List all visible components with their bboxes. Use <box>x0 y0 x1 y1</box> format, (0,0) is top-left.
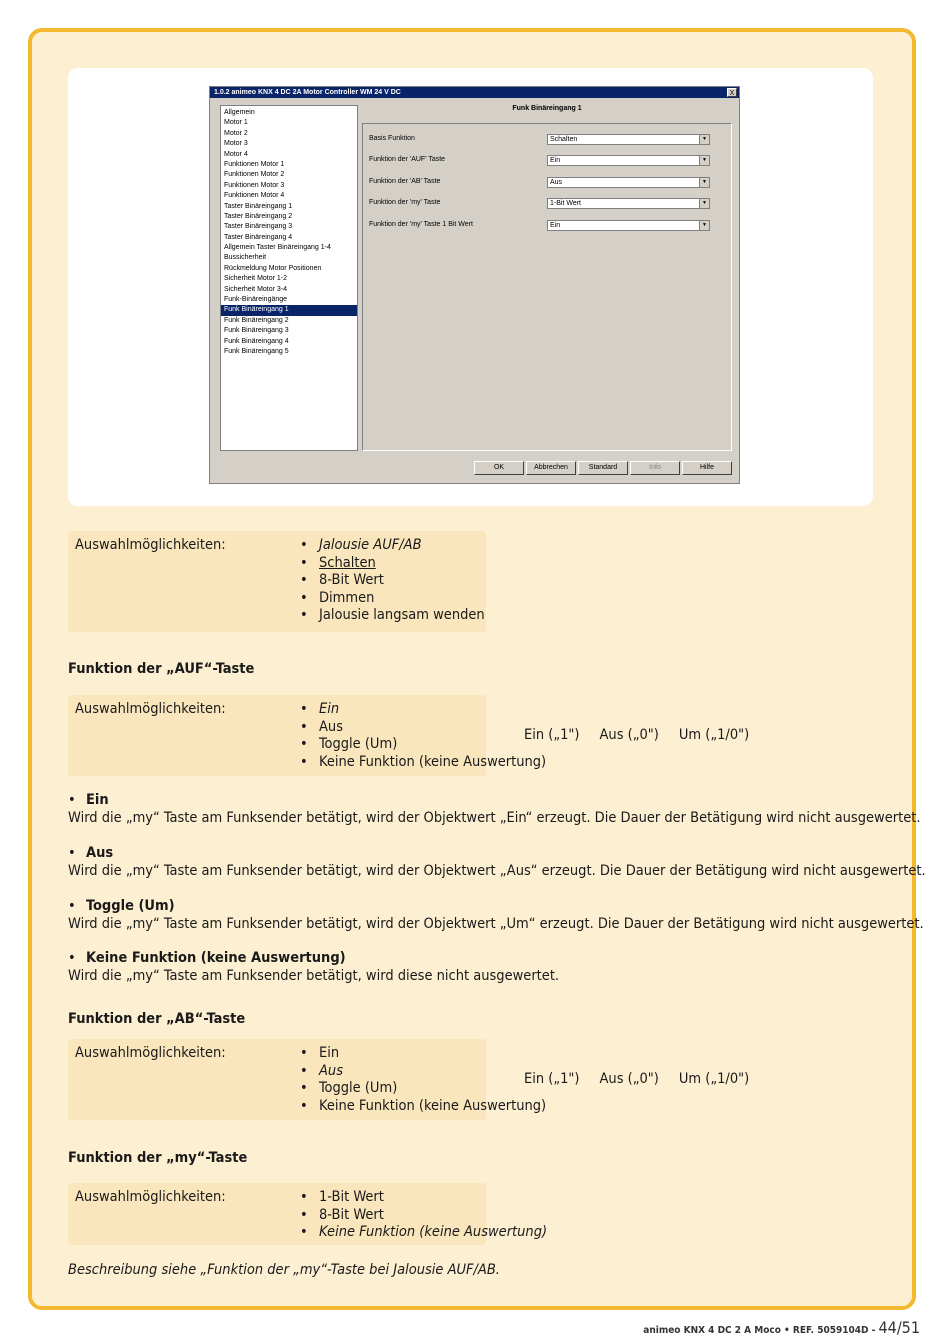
list-item: • Toggle (Um) <box>300 736 546 754</box>
list-item: • Aus <box>300 1063 546 1081</box>
auf-options-box <box>68 695 547 776</box>
options-label: Auswahlmöglichkeiten: <box>75 701 226 717</box>
bullet-text: Wird die „my“ Taste am Funksender betätigt, wird der Objektwert „Um“ erzeugt. Die Dauer der Betätigung wird nicht ausgewertet. <box>68 916 924 932</box>
tree-item[interactable]: Motor 3 <box>224 140 248 148</box>
tree-item[interactable]: Sicherheit Motor 3-4 <box>224 285 288 293</box>
basis-options-box <box>68 531 486 632</box>
default-button[interactable]: Standard <box>578 461 628 475</box>
bullet-text: Wird die „my“ Taste am Funksender betätigt, wird der Objektwert „Aus“ erzeugt. Die Dauer der Betätigung wird nicht ausgewertet. <box>68 863 926 879</box>
list-item: • Jalousie AUF/AB <box>300 537 485 555</box>
chevron-down-icon[interactable]: ▼ <box>699 178 709 187</box>
list-item: • Keine Funktion (keine Auswertung) <box>300 1224 547 1242</box>
value-off: Aus („0") <box>599 1071 659 1087</box>
param-select[interactable]: 1-Bit Wert ▼ <box>547 198 710 209</box>
value-toggle: Um („1/0") <box>678 727 750 743</box>
tree-item[interactable]: Sicherheit Motor 1-2 <box>224 275 288 283</box>
help-button[interactable]: Hilfe <box>682 461 732 475</box>
list-item: • Jalousie langsam wenden <box>300 607 485 625</box>
options-label: Auswahlmöglichkeiten: <box>75 1189 226 1205</box>
panel-title: Funk Binäreingang 1 <box>512 105 582 112</box>
section-heading: Funktion der „my“-Taste <box>68 1150 248 1166</box>
list-item: • Toggle (Um) <box>300 1080 546 1098</box>
bullet-heading: • Aus <box>68 845 113 861</box>
list-item: • Keine Funktion (keine Auswertung) <box>300 1098 546 1116</box>
param-label: Funktion der 'AUF' Taste <box>369 156 446 163</box>
reference-note: Beschreibung siehe „Funktion der „my“-Taste bei Jalousie AUF/AB. <box>68 1262 500 1278</box>
list-item: • Keine Funktion (keine Auswertung) <box>300 754 546 772</box>
options-label: Auswahlmöglichkeiten: <box>75 1045 226 1061</box>
param-select[interactable]: Ein ▼ <box>547 155 710 166</box>
bullet-heading: • Toggle (Um) <box>68 898 175 914</box>
tree-item[interactable]: Funktionen Motor 2 <box>224 171 285 179</box>
bullet-heading: • Keine Funktion (keine Auswertung) <box>68 950 346 966</box>
value-off: Aus („0") <box>599 727 659 743</box>
parameter-panel <box>362 123 732 451</box>
page-footer <box>643 1318 920 1337</box>
info-button[interactable]: Info <box>630 461 680 475</box>
tree-item[interactable]: Bussicherheit <box>224 254 267 262</box>
close-icon[interactable]: X <box>727 88 737 97</box>
tree-item[interactable]: Motor 1 <box>224 119 248 127</box>
parameter-dialog <box>209 86 740 484</box>
footer-doc: animeo KNX 4 DC 2 A Moco • REF. 5059104D - <box>643 1325 879 1336</box>
tree-item[interactable]: Taster Binäreingang 3 <box>224 223 293 231</box>
tree-item[interactable]: Funk-Binäreingänge <box>224 296 288 304</box>
chevron-down-icon[interactable]: ▼ <box>699 156 709 165</box>
list-item: • Ein <box>300 701 546 719</box>
list-item: • 1-Bit Wert <box>300 1189 547 1207</box>
chevron-down-icon[interactable]: ▼ <box>699 221 709 230</box>
bullet-text: Wird die „my“ Taste am Funksender betätigt, wird der Objektwert „Ein“ erzeugt. Die Dauer der Betätigung wird nicht ausgewertet. <box>68 810 921 826</box>
tree-item[interactable]: Funktionen Motor 1 <box>224 160 285 168</box>
tree-item[interactable]: Taster Binäreingang 1 <box>224 202 293 210</box>
param-select[interactable]: Schalten ▼ <box>547 134 710 145</box>
param-row <box>369 220 729 232</box>
tree-item[interactable]: Funk Binäreingang 5 <box>224 347 289 355</box>
list-item: • Ein <box>300 1045 546 1063</box>
cancel-button[interactable]: Abbrechen <box>526 461 576 475</box>
my-options-box <box>68 1183 548 1245</box>
tree-item[interactable]: Funk Binäreingang 3 <box>224 327 289 335</box>
tree-item[interactable]: Funktionen Motor 3 <box>224 181 285 189</box>
bullet-text: Wird die „my“ Taste am Funksender betätigt, wird diese nicht ausgewertet. <box>68 968 560 984</box>
section-heading: Funktion der „AUF“-Taste <box>68 661 255 677</box>
tree-item[interactable]: Motor 2 <box>224 129 248 137</box>
list-item: • Dimmen <box>300 590 485 608</box>
value-on: Ein („1") <box>524 1071 580 1087</box>
object-values <box>524 727 769 743</box>
tree-item-selected[interactable]: Funk Binäreingang 1 <box>221 305 357 315</box>
param-select[interactable]: Aus ▼ <box>547 177 710 188</box>
section-heading: Funktion der „AB“-Taste <box>68 1011 246 1027</box>
tree-item[interactable]: Motor 4 <box>224 150 248 158</box>
list-item: • Schalten <box>300 555 485 573</box>
ab-options-box <box>68 1039 547 1120</box>
param-label: Funktion der 'my' Taste 1 Bit Wert <box>369 221 473 228</box>
options-label: Auswahlmöglichkeiten: <box>75 537 226 553</box>
dialog-title: 1.0.2 animeo KNX 4 DC 2A Motor Controller WM 24 V DC <box>210 87 739 98</box>
list-item: • 8-Bit Wert <box>300 572 485 590</box>
tree-item[interactable]: Taster Binäreingang 4 <box>224 233 293 241</box>
param-row <box>369 134 729 146</box>
param-label: Funktion der 'my' Taste <box>369 199 441 206</box>
parameter-tree <box>220 105 358 451</box>
param-label: Basis Funktion <box>369 135 415 142</box>
list-item: • 8-Bit Wert <box>300 1207 547 1225</box>
options-list <box>300 537 485 625</box>
param-label: Funktion der 'AB' Taste <box>369 178 441 185</box>
value-toggle: Um („1/0") <box>678 1071 750 1087</box>
param-select[interactable]: Ein ▼ <box>547 220 710 231</box>
list-item: • Aus <box>300 719 546 737</box>
param-row <box>369 155 729 167</box>
options-list <box>300 1189 547 1242</box>
param-row <box>369 198 729 210</box>
param-row <box>369 177 729 189</box>
chevron-down-icon[interactable]: ▼ <box>699 135 709 144</box>
ok-button[interactable]: OK <box>474 461 524 475</box>
page-number: 44/51 <box>878 1318 920 1337</box>
value-on: Ein („1") <box>524 727 580 743</box>
object-values <box>524 1071 769 1087</box>
tree-item[interactable]: Funk Binäreingang 2 <box>224 316 289 324</box>
tree-item[interactable]: Allgemein <box>224 109 255 116</box>
options-list <box>300 701 546 771</box>
tree-item[interactable]: Taster Binäreingang 2 <box>224 212 293 220</box>
options-list <box>300 1045 546 1115</box>
tree-item[interactable]: Funktionen Motor 4 <box>224 192 285 200</box>
tree-item[interactable]: Rückmeldung Motor Positionen <box>224 264 322 272</box>
tree-item[interactable]: Allgemein Taster Binäreingang 1-4 <box>224 244 331 252</box>
bullet-heading: • Ein <box>68 792 109 808</box>
tree-item[interactable]: Funk Binäreingang 4 <box>224 337 289 345</box>
chevron-down-icon[interactable]: ▼ <box>699 199 709 208</box>
